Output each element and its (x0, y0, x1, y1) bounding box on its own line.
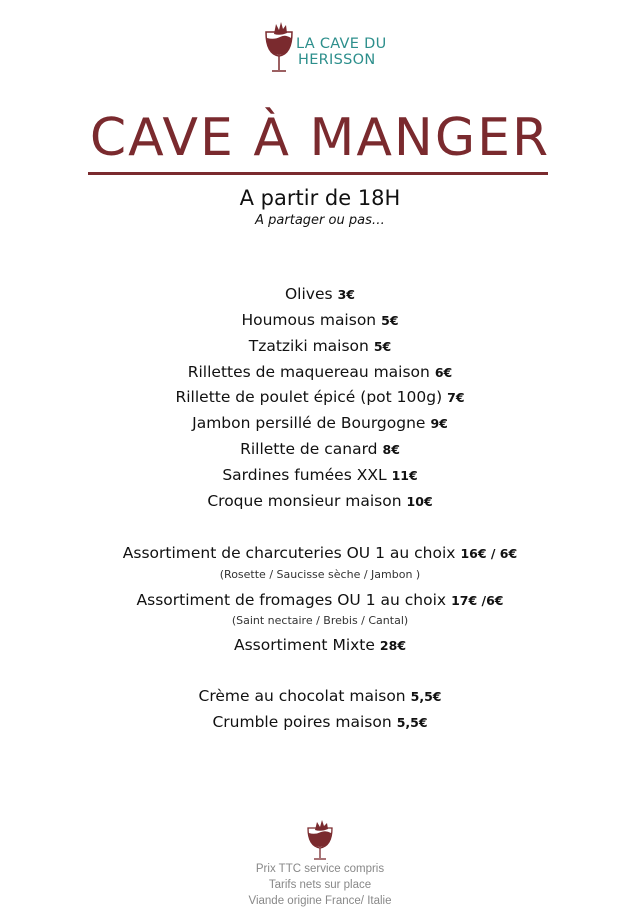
menu-item: Croque monsieur maison 10€ (207, 492, 433, 510)
price: 5€ (373, 339, 392, 354)
menu-item-detail: (Rosette / Saucisse sèche / Jambon ) (219, 568, 421, 581)
logo (262, 14, 392, 78)
price: 17€ /6€ (451, 593, 504, 608)
menu-item: Jambon persillé de Bourgogne 9€ (192, 414, 448, 432)
menu-item: Assortiment de fromages OU 1 au choix 17€ /6€ (136, 591, 504, 609)
tagline: A partager ou pas… (255, 213, 385, 228)
price: 7€ (447, 390, 465, 405)
price: 9€ (430, 416, 448, 431)
menu-item: Assortiment de charcuteries OU 1 au choix 16€ / 6€ (122, 544, 518, 562)
logo-text (296, 36, 387, 68)
menu-item: Assortiment Mixte 28€ (233, 636, 407, 654)
title-underline (88, 172, 548, 175)
price: 11€ (391, 468, 418, 483)
price: 5,5€ (410, 689, 442, 704)
menu-item: Sardines fumées XXL 11€ (222, 466, 418, 484)
menu-item-detail: (Saint nectaire / Brebis / Cantal) (231, 614, 409, 627)
menu-item: Rillette de poulet épicé (pot 100g) 7€ (175, 388, 465, 406)
price: 10€ (406, 494, 433, 509)
footer-line: Tarifs nets sur place (268, 879, 372, 891)
menu-item: Houmous maison 5€ (241, 311, 399, 329)
price: 5,5€ (396, 715, 428, 730)
logo-line2: HERISSON (298, 52, 376, 68)
footer-line: Viande origine France/ Italie (248, 895, 392, 907)
menu-item: Rillettes de maquereau maison 6€ (187, 363, 453, 381)
menu-item: Crumble poires maison 5,5€ (212, 713, 428, 731)
price: 3€ (337, 287, 355, 302)
subtitle: A partir de 18H (239, 186, 401, 210)
price: 8€ (382, 442, 400, 457)
footer-line: Prix TTC service compris (255, 863, 385, 875)
price: 28€ (379, 638, 407, 653)
wine-glass-icon (262, 14, 296, 76)
price: 5€ (381, 313, 399, 328)
logo-line1: LA CAVE DU (296, 36, 387, 52)
price: 6€ (434, 365, 453, 380)
menu-item: Rillette de canard 8€ (240, 440, 400, 458)
menu-item: Crème au chocolat maison 5,5€ (198, 687, 442, 705)
page-title: CAVE À MANGER (89, 108, 551, 168)
price: 16€ / 6€ (460, 546, 518, 561)
menu-item: Olives 3€ (284, 285, 355, 303)
wine-glass-icon (305, 818, 335, 862)
menu-item: Tzatziki maison 5€ (248, 337, 392, 355)
